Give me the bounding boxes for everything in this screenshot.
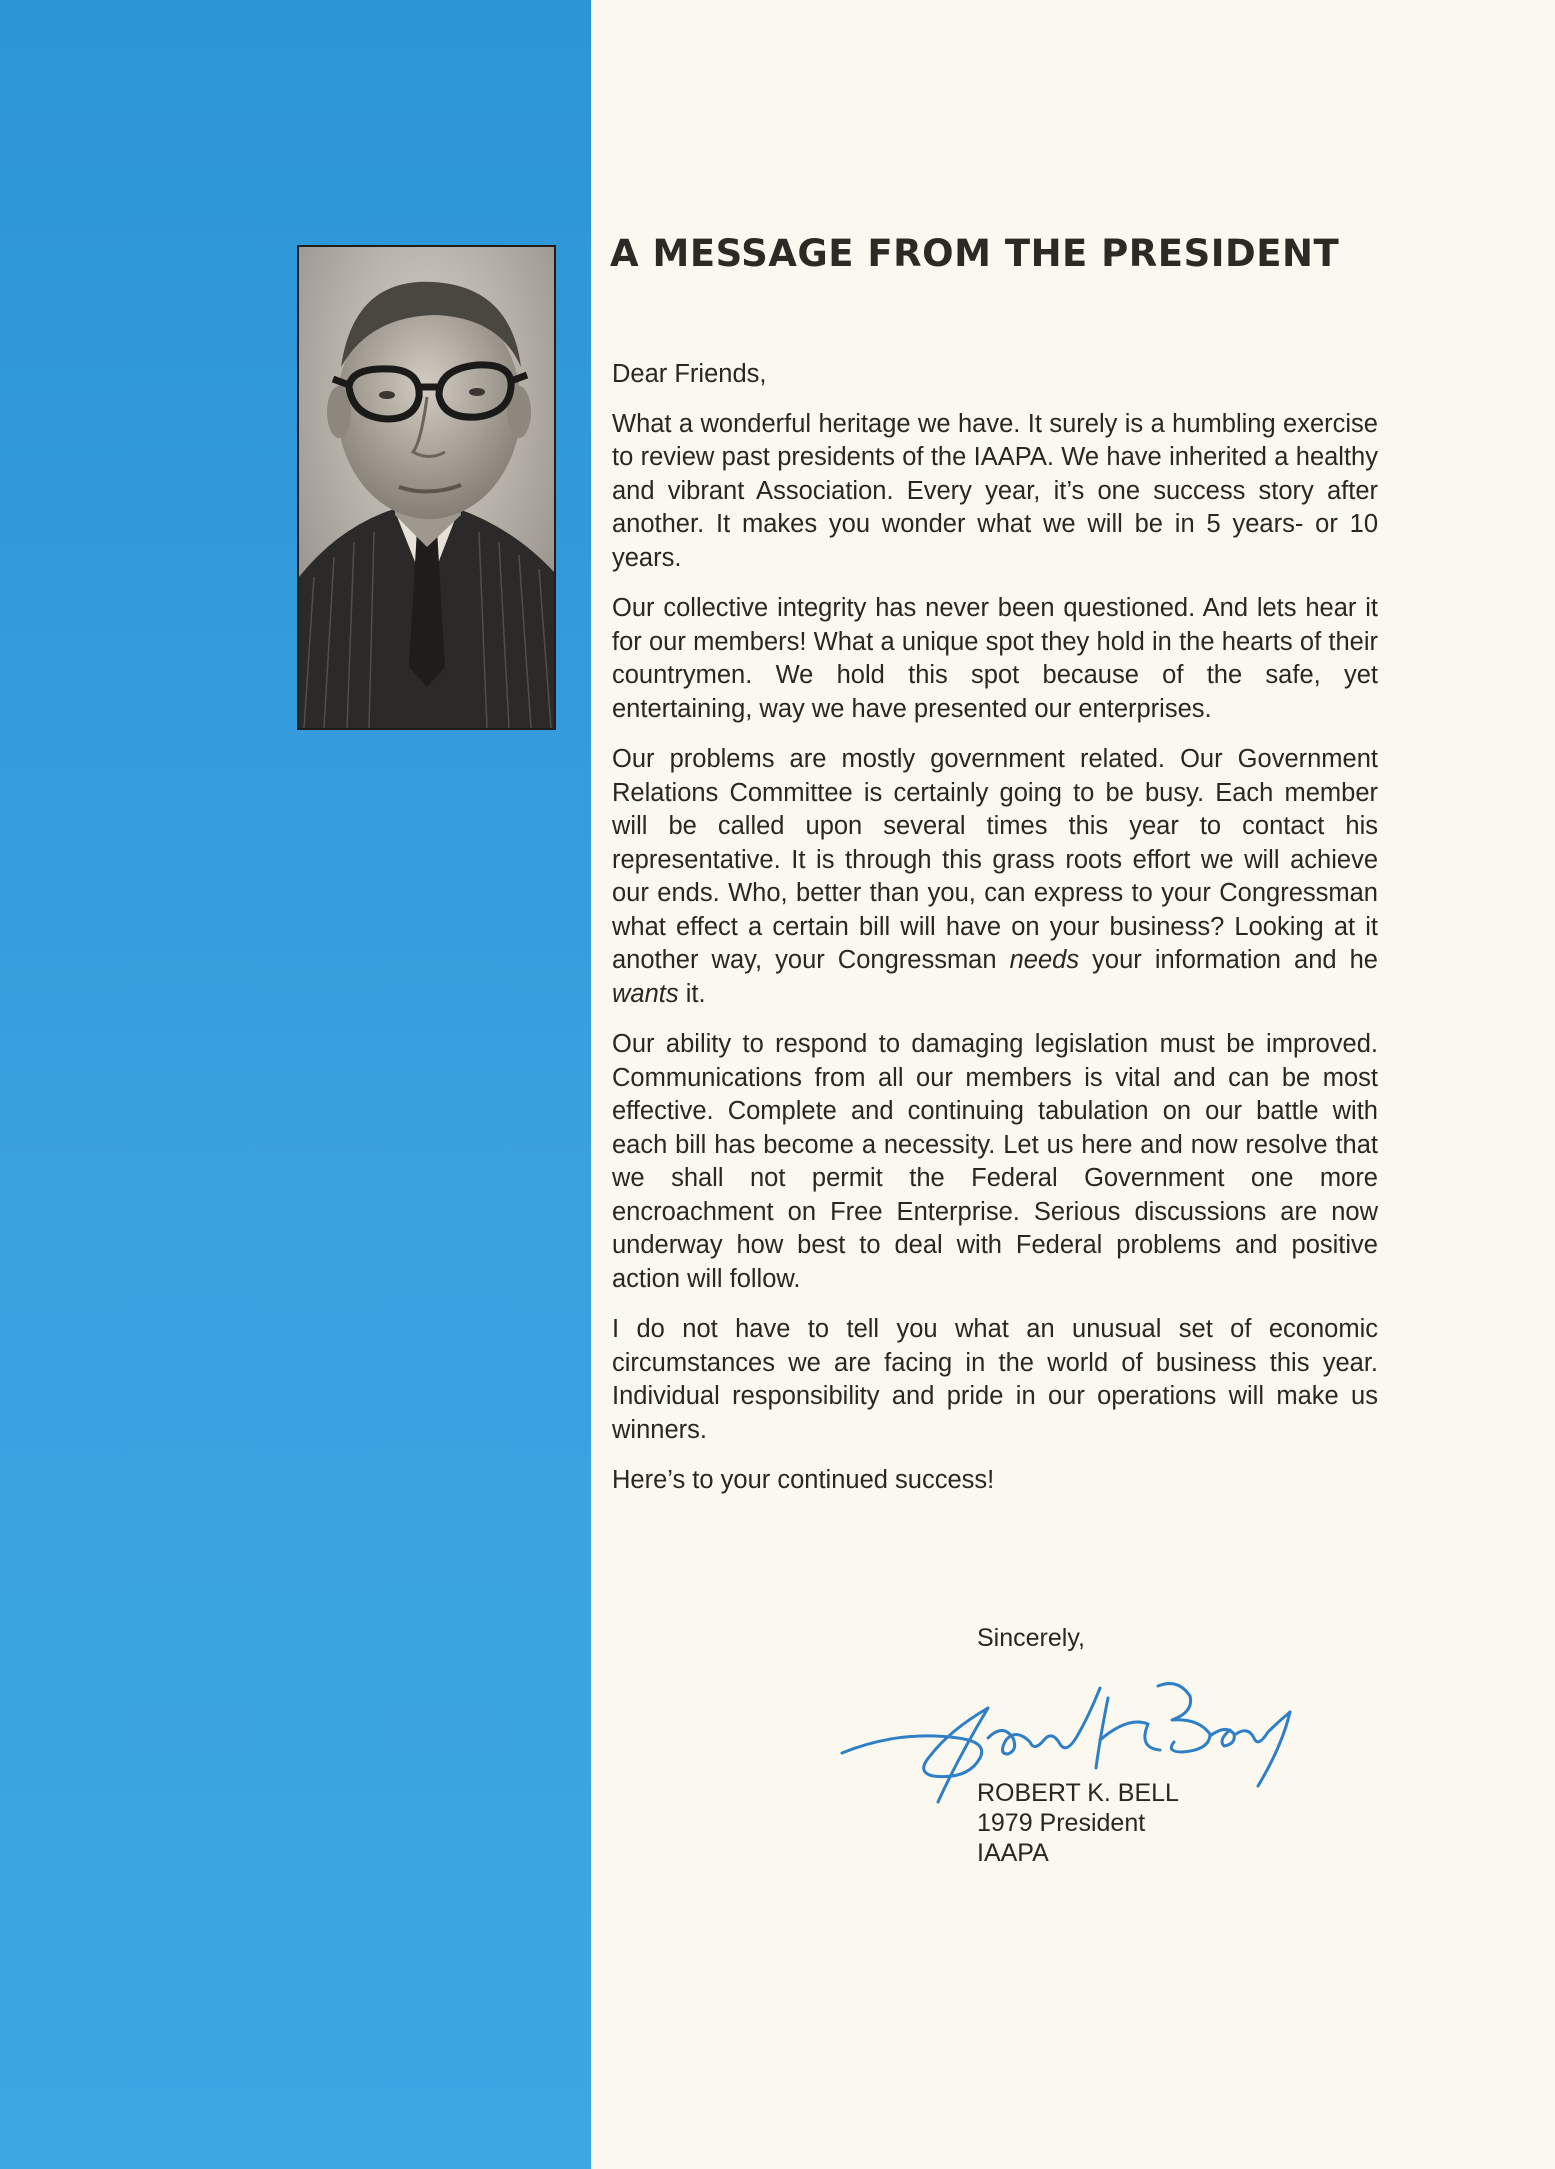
signatory-block: [977, 1778, 1179, 1868]
letter-paragraph-3: [612, 743, 1378, 1011]
paragraph-3-text-b: your information and he: [1079, 946, 1378, 974]
signatory-role: 1979 President: [977, 1809, 1146, 1837]
closing-sincerely: Sincerely,: [977, 1624, 1085, 1652]
letter-paragraph-2: Our collective integrity has never been questioned. And lets hear it for our members! What a unique spot they hold in the hearts of their countrymen. We hold this spot because of the safe, yet entertaining, way we have presented our enterprises.: [612, 594, 1378, 723]
paragraph-3-text-a: Our problems are mostly government related. Our Government Relations Committee is certainly going to be busy. Each member will be called upon several times this year to contact his representative. It is through this grass roots effort we will achieve our ends. Who, better than you, can express to your Congressman what effect a certain bill will have on your business? Looking at it another way, your Congressman: [612, 745, 1378, 974]
letter-paragraph-1: What a wonderful heritage we have. It surely is a humbling exercise to review past presidents of the IAAPA. We have inherited a healthy and vibrant Association. Every year, it’s one success story after another. It makes you wonder what we will be in 5 years- or 10 years.: [612, 409, 1378, 572]
paragraph-3-text-c: it.: [678, 979, 706, 1008]
signatory-organization: IAAPA: [977, 1839, 1049, 1867]
letter-paragraph-6: Here’s to your continued success!: [612, 1466, 995, 1494]
letter-paragraph-4: Our ability to respond to damaging legislation must be improved. Communications from all our members is vital and can be most effective. Complete and continuing tabulation on our battle with each bill has become a necessity. Let us here and now resolve that we shall not permit the Federal Government one more encroachment on Free Enterprise. Serious discussions are now underway how best to deal with Federal problems and positive action will follow.: [612, 1030, 1378, 1293]
letter-body: [612, 358, 1378, 1515]
emphasis-needs: needs: [1009, 946, 1080, 974]
president-portrait-photo: [297, 245, 556, 730]
portrait-illustration: [299, 247, 554, 728]
letter-paragraph-5: I do not have to tell you what an unusual set of economic circumstances we are facing in the world of business this year. Individual responsibility and pride in our operations will make us winners.: [612, 1315, 1378, 1444]
page-title: A MESSAGE FROM THE PRESIDENT: [610, 232, 1340, 275]
closing-block: [977, 1623, 1085, 1653]
signatory-name: ROBERT K. BELL: [977, 1779, 1179, 1807]
letter-greeting: Dear Friends,: [612, 360, 767, 388]
emphasis-wants: wants: [612, 979, 679, 1008]
